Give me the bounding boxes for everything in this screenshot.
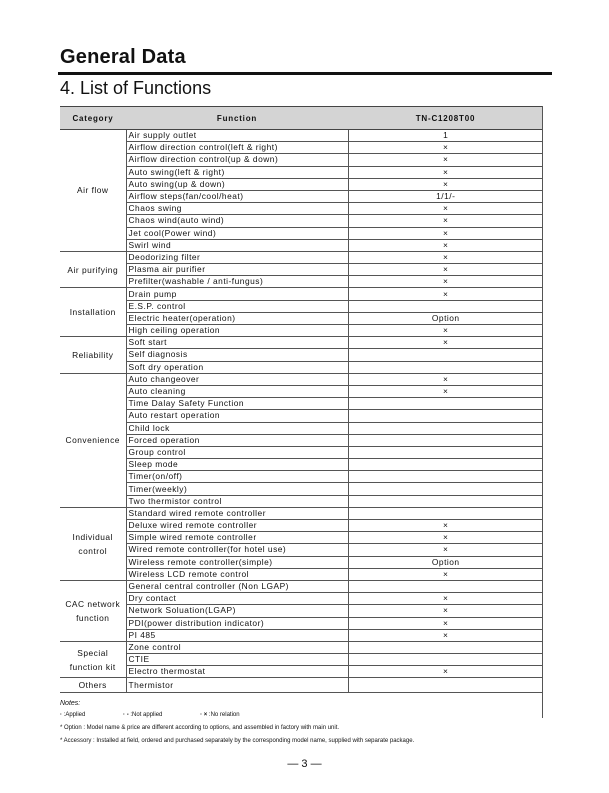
table-row: [60, 593, 543, 605]
value-cell: ×: [348, 617, 543, 629]
category-header: Category: [60, 107, 126, 130]
table-row: [60, 446, 543, 458]
table-row: [60, 422, 543, 434]
function-cell: Child lock: [126, 422, 348, 434]
table-row: [60, 617, 543, 629]
table-row: [60, 678, 543, 693]
functions-table: [60, 106, 543, 693]
function-cell: Plasma air purifier: [126, 264, 348, 276]
title-rule: [58, 72, 552, 75]
value-cell: [348, 678, 543, 693]
table-row: [60, 300, 543, 312]
function-header: Function: [126, 107, 348, 130]
function-cell: Soft dry operation: [126, 361, 348, 373]
function-cell: Two thermistor control: [126, 495, 348, 507]
function-cell: Electro thermostat: [126, 666, 348, 678]
value-cell: [348, 300, 543, 312]
function-cell: Jet cool(Power wind): [126, 227, 348, 239]
value-cell: ×: [348, 227, 543, 239]
function-cell: Chaos wind(auto wind): [126, 215, 348, 227]
table-row: [60, 227, 543, 239]
function-cell: Self diagnosis: [126, 349, 348, 361]
value-cell: ×: [348, 166, 543, 178]
value-cell: [348, 654, 543, 666]
category-cell: Reliability: [60, 337, 126, 374]
value-cell: ×: [348, 288, 543, 300]
table-row: [60, 507, 543, 519]
table-row: [60, 471, 543, 483]
value-cell: ×: [348, 215, 543, 227]
legend-not-applied: · - :Not applied: [123, 712, 163, 718]
value-cell: ×: [348, 325, 543, 337]
category-cell: Individual control: [60, 507, 126, 580]
legend-no-relation: · × :No relation: [200, 712, 240, 718]
table-row: [60, 605, 543, 617]
function-cell: Sleep mode: [126, 459, 348, 471]
function-cell: Airflow direction control(up & down): [126, 154, 348, 166]
function-cell: Airflow direction control(left & right): [126, 142, 348, 154]
value-cell: 1: [348, 130, 543, 142]
table-row: [60, 276, 543, 288]
table-row: [60, 410, 543, 422]
table-right-border: [542, 106, 543, 718]
table-row: [60, 654, 543, 666]
value-cell: [348, 507, 543, 519]
value-cell: ×: [348, 385, 543, 397]
value-cell: [348, 495, 543, 507]
function-cell: Zone control: [126, 641, 348, 653]
model-header: TN-C1208T00: [348, 107, 543, 130]
function-cell: Standard wired remote controller: [126, 507, 348, 519]
category-cell: CAC network function: [60, 580, 126, 641]
value-cell: ×: [348, 544, 543, 556]
function-cell: Air supply outlet: [126, 130, 348, 142]
function-cell: Deodorizing filter: [126, 251, 348, 263]
table-row: [60, 288, 543, 300]
value-cell: [348, 434, 543, 446]
table-row: [60, 483, 543, 495]
function-cell: Swirl wind: [126, 239, 348, 251]
function-cell: Airflow steps(fan/cool/heat): [126, 190, 348, 202]
function-cell: Wireless remote controller(simple): [126, 556, 348, 568]
function-cell: Timer(weekly): [126, 483, 348, 495]
value-cell: ×: [348, 276, 543, 288]
function-cell: Time Dalay Safety Function: [126, 398, 348, 410]
function-cell: Dry contact: [126, 593, 348, 605]
table-row: [60, 556, 543, 568]
function-cell: Group control: [126, 446, 348, 458]
table-row: [60, 130, 543, 142]
value-cell: [348, 471, 543, 483]
table-row: [60, 361, 543, 373]
function-cell: PI 485: [126, 629, 348, 641]
table-row: [60, 629, 543, 641]
value-cell: [348, 641, 543, 653]
value-cell: ×: [348, 532, 543, 544]
value-cell: ×: [348, 337, 543, 349]
function-cell: Chaos swing: [126, 203, 348, 215]
value-cell: ×: [348, 239, 543, 251]
category-cell: Convenience: [60, 373, 126, 507]
table-row: [60, 178, 543, 190]
value-cell: ×: [348, 629, 543, 641]
category-cell: Installation: [60, 288, 126, 337]
table-row: [60, 520, 543, 532]
function-cell: Drain pump: [126, 288, 348, 300]
value-cell: ×: [348, 593, 543, 605]
function-cell: E.S.P. control: [126, 300, 348, 312]
table-row: [60, 459, 543, 471]
table-row: [60, 385, 543, 397]
function-cell: Auto swing(up & down): [126, 178, 348, 190]
value-cell: ×: [348, 251, 543, 263]
value-cell: ×: [348, 373, 543, 385]
value-cell: ×: [348, 605, 543, 617]
value-cell: ×: [348, 203, 543, 215]
table-row: [60, 349, 543, 361]
value-cell: [348, 349, 543, 361]
value-cell: ×: [348, 178, 543, 190]
table-row: [60, 544, 543, 556]
value-cell: Option: [348, 312, 543, 324]
function-cell: Deluxe wired remote controller: [126, 520, 348, 532]
value-cell: [348, 580, 543, 592]
option-note: * Option : Model name & price are different according to options, and assembled in factory with main unit.: [60, 725, 340, 731]
section-title: 4. List of Functions: [60, 78, 212, 98]
page-title: General Data: [60, 46, 186, 68]
table-row: [60, 568, 543, 580]
accessory-note: * Accessory : Installed at field, ordered and purchased separately by the corresponding model name, supplied with separate package.: [60, 738, 415, 744]
function-cell: Network Soluation(LGAP): [126, 605, 348, 617]
value-cell: [348, 483, 543, 495]
functions-table-body: [60, 130, 543, 693]
category-cell: Air flow: [60, 130, 126, 252]
category-cell: Special function kit: [60, 641, 126, 678]
table-row: [60, 203, 543, 215]
value-cell: ×: [348, 568, 543, 580]
table-row: [60, 641, 543, 653]
table-row: [60, 337, 543, 349]
value-cell: [348, 459, 543, 471]
function-cell: Electric heater(operation): [126, 312, 348, 324]
table-row: [60, 312, 543, 324]
table-row: [60, 142, 543, 154]
function-cell: Simple wired remote controller: [126, 532, 348, 544]
value-cell: Option: [348, 556, 543, 568]
function-cell: High ceiling operation: [126, 325, 348, 337]
page-number: — 3 —: [287, 758, 322, 770]
function-cell: Forced operation: [126, 434, 348, 446]
table-row: [60, 215, 543, 227]
value-cell: [348, 422, 543, 434]
function-cell: Auto swing(left & right): [126, 166, 348, 178]
function-cell: PDI(power distribution indicator): [126, 617, 348, 629]
function-cell: Wired remote controller(for hotel use): [126, 544, 348, 556]
value-cell: ×: [348, 666, 543, 678]
table-row: [60, 325, 543, 337]
category-cell: Others: [60, 678, 126, 693]
table-header-row: [60, 107, 543, 130]
value-cell: [348, 361, 543, 373]
value-cell: ×: [348, 520, 543, 532]
value-cell: ×: [348, 264, 543, 276]
value-cell: ×: [348, 154, 543, 166]
value-cell: [348, 398, 543, 410]
value-cell: 1/1/-: [348, 190, 543, 202]
function-cell: General central controller (Non LGAP): [126, 580, 348, 592]
table-row: [60, 251, 543, 263]
value-cell: [348, 446, 543, 458]
table-row: [60, 166, 543, 178]
value-cell: [348, 410, 543, 422]
table-row: [60, 434, 543, 446]
function-cell: Auto restart operation: [126, 410, 348, 422]
function-cell: Auto cleaning: [126, 385, 348, 397]
function-cell: Wireless LCD remote control: [126, 568, 348, 580]
table-row: [60, 398, 543, 410]
function-cell: Thermistor: [126, 678, 348, 693]
legend-applied: · :Applied: [60, 712, 86, 718]
category-cell: Air purifying: [60, 251, 126, 288]
function-cell: Timer(on/off): [126, 471, 348, 483]
function-cell: Prefilter(washable / anti-fungus): [126, 276, 348, 288]
table-row: [60, 532, 543, 544]
function-cell: Soft start: [126, 337, 348, 349]
function-cell: CTIE: [126, 654, 348, 666]
table-row: [60, 264, 543, 276]
notes-label: Notes:: [60, 700, 81, 707]
value-cell: ×: [348, 142, 543, 154]
table-row: [60, 190, 543, 202]
notes-legend: [60, 712, 276, 718]
table-row: [60, 154, 543, 166]
table-row: [60, 495, 543, 507]
table-row: [60, 373, 543, 385]
table-row: [60, 666, 543, 678]
function-cell: Auto changeover: [126, 373, 348, 385]
table-row: [60, 580, 543, 592]
table-row: [60, 239, 543, 251]
